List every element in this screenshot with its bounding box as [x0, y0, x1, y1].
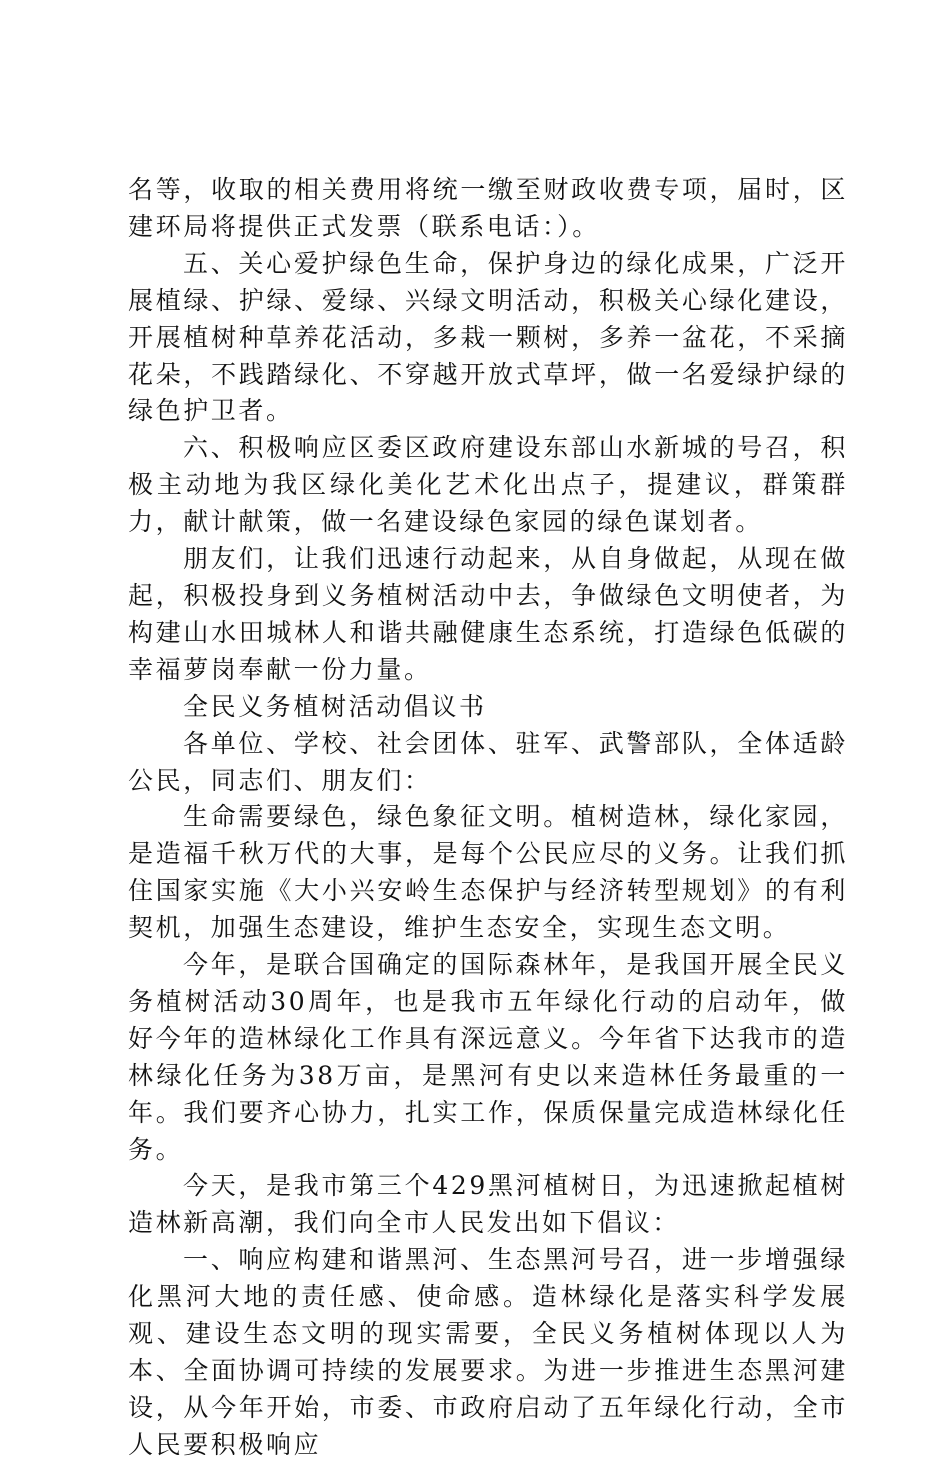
- section-title: 全民义务植树活动倡议书: [183, 691, 487, 721]
- paragraph: 名等，收取的相关费用将统一缴至财政收费专项，届时，区建环局将提供正式发票（联系电话：）。: [128, 175, 848, 241]
- paragraph: 生命需要绿色，绿色象征文明。植树造林，绿化家园，是造福千秋万代的大事，是每个公民应尽的义务。让我们抓住国家实施《大小兴安岭生态保护与经济转型规划》的有利契机，加强生态建设，维护生态安全，实现生态文明。: [128, 802, 848, 943]
- document-body: [128, 172, 848, 1464]
- paragraph: 今年，是联合国确定的国际森林年，是我国开展全民义务植树活动30周年，也是我市五年绿化行动的启动年，做好今年的造林绿化工作具有深远意义。今年省下达我市的造林绿化任务为38万亩，是黑河有史以来造林任务最重的一年。我们要齐心协力，扎实工作，保质保量完成造林绿化任务。: [128, 950, 848, 1164]
- paragraph: 朋友们，让我们迅速行动起来，从自身做起，从现在做起，积极投身到义务植树活动中去，争做绿色文明使者，为构建山水田城林人和谐共融健康生态系统，打造绿色低碳的幸福萝岗奉献一份力量。: [128, 544, 848, 684]
- paragraph: 六、积极响应区委区政府建设东部山水新城的号召，积极主动地为我区绿化美化艺术化出点子，提建议，群策群力，献计献策，做一名建设绿色家园的绿色谋划者。: [128, 433, 848, 537]
- paragraph: 今天，是我市第三个429黑河植树日，为迅速掀起植树造林新高潮，我们向全市人民发出如下倡议：: [128, 1171, 848, 1238]
- paragraph: 一、响应构建和谐黑河、生态黑河号召，进一步增强绿化黑河大地的责任感、使命感。造林绿化是落实科学发展观、建设生态文明的现实需要，全民义务植树体现以人为本、全面协调可持续的发展要求。为进一步推进生态黑河建设，从今年开始，市委、市政府启动了五年绿化行动，全市人民要积极响应: [128, 1245, 848, 1459]
- salutation: 各单位、学校、社会团体、驻军、武警部队，全体适龄公民，同志们、朋友们：: [128, 728, 848, 795]
- paragraph: 五、关心爱护绿色生命，保护身边的绿化成果，广泛开展植绿、护绿、爱绿、兴绿文明活动，积极关心绿化建设，开展植树种草养花活动，多栽一颗树，多养一盆花，不采摘花朵，不践踏绿化、不穿越开放式草坪，做一名爱绿护绿的绿色护卫者。: [128, 248, 848, 426]
